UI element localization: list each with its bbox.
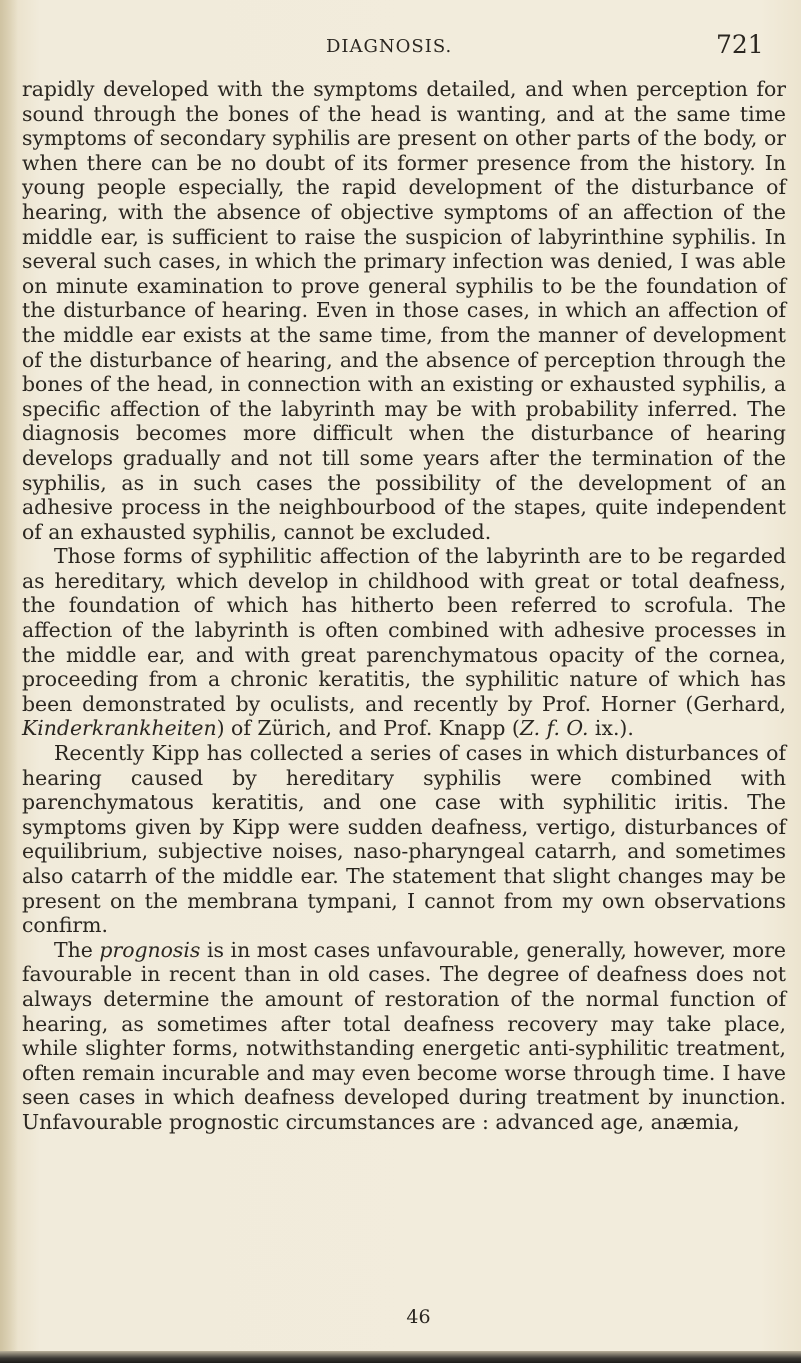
paragraph — [22, 741, 786, 938]
italic-text: prognosis — [99, 937, 201, 962]
page-spine-shadow — [0, 0, 18, 1363]
paragraph — [22, 938, 786, 1135]
page-bottom-edge — [0, 1351, 801, 1363]
body-text — [22, 77, 786, 1135]
italic-text: Kinderkrankheiten — [22, 716, 217, 741]
text-run: The — [54, 937, 100, 962]
text-run: rapidly developed with the symptoms detailed, and when perception for sound through the bones of the head is wanting, and at the same time symptoms of secondary syphilis are present on other parts of the body, or when there can be no doubt of its former presence from the history. In young people especially, the rapid development of the disturbance of hearing, with the absence of objective symptoms of an affection of the middle ear, is sufficient to raise the suspicion of labyrinthine syphilis. In several such cases, in which the primary infection was denied, I was able on minute examination to prove general syphilis to be the foundation of the disturbance of hearing. Even in those cases, in which an affection of the middle ear exists at the same time, from the manner of development of the disturbance of hearing, and the absence of perception through the bones of the head, in connection with an existing or exhausted syphilis, a specific affection of the labyrinth may be with probability inferred. The diagnosis becomes more difficult when the disturbance of hearing develops gradually and not till some years after the termination of the syphilis, as in such cases the possibility of the development of an adhesive process in the neighbourbood of the stapes, quite independent of an exhausted syphilis, cannot be excluded. — [22, 77, 786, 544]
running-header — [0, 30, 801, 60]
text-run: ) of Zürich, and Prof. Knapp ( — [216, 716, 520, 741]
paragraph — [22, 544, 786, 741]
text-run: is in most cases unfavourable, generally, however, more favourable in recent than in old cases. The degree of deafness does not always determine the amount of restoration of the normal function of hearing, as sometimes after total deafness recovery may take place, while slighter forms, notwithstanding energetic anti-syphilitic treatment, often remain incurable and may even become worse through time. I have seen cases in which deafness developed during treatment by inunction. Unfavourable prognostic circumstances are : advanced age, anæmia, — [22, 937, 786, 1134]
paragraph — [22, 77, 786, 544]
page-number: 721 — [716, 30, 764, 59]
running-title: DIAGNOSIS. — [326, 36, 453, 57]
text-run: ix.). — [588, 716, 634, 741]
signature-mark: 46 — [406, 1306, 431, 1328]
text-run: Those forms of syphilitic affection of the labyrinth are to be regarded as hereditary, which develop in childhood with great or total deafness, the foundation of which has hitherto been referred to scrofula. The affection of the labyrinth is often combined with adhesive processes in the middle ear, and with great parenchymatous opacity of the cornea, proceeding from a chronic keratitis, the syphilitic nature of which has been demonstrated by oculists, and recently by Prof. Horner (Gerhard, — [22, 544, 786, 716]
text-run: Recently Kipp has collected a series of cases in which disturbances of hearing caused by hereditary syphilis were combined with parenchymatous keratitis, and one case with syphilitic iritis. The symptoms given by Kipp were sudden deafness, vertigo, disturbances of equilibrium, subjective noises, naso-pharyngeal catarrh, and sometimes also catarrh of the middle ear. The statement that slight changes may be present on the membrana tympani, I cannot from my own observations confirm. — [22, 741, 786, 938]
italic-text: Z. f. O. — [519, 716, 589, 741]
